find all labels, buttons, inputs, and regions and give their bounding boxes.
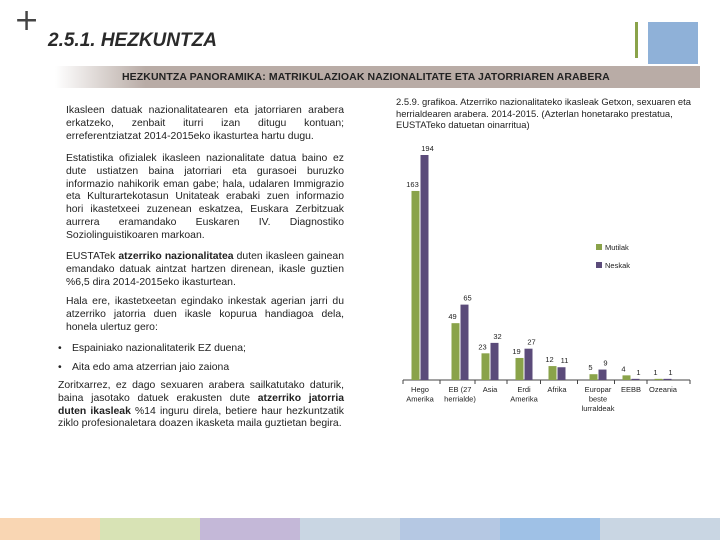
- strip-block: [0, 518, 100, 540]
- legend-label-neskak: Neskak: [605, 261, 631, 270]
- strip-block: [200, 518, 300, 540]
- bar-neskak-2: [491, 343, 499, 380]
- bar-neskak-6: [632, 379, 640, 380]
- category-label-0-0: Hego: [411, 385, 429, 394]
- bar-mutilak-2: [482, 353, 490, 380]
- chart-caption: 2.5.9. grafikoa. Atzerriko nazionalitateko ikasleak Getxon, sexuaren eta herrialdearen arabera. 2014-2015. (Azterlan honetarako prestatua, EUSTATeko datuetan oinarritua): [396, 96, 691, 130]
- paragraph-intro: Ikasleen datuak nazionalitatearen eta jatorriaren arabera erkatzeko, zenbait iturri izan ditugu kontuan; erreferentziatzat 2014-2015eko ikasturtea hartu dugu.: [66, 105, 344, 142]
- data-label-neskak-5: 9: [603, 358, 608, 368]
- bar-mutilak-7: [655, 379, 663, 380]
- bullet-text-2: Aita edo ama atzerrian jaio zaiona: [72, 362, 230, 373]
- bar-mutilak-6: [623, 375, 631, 380]
- bar-mutilak-3: [516, 358, 524, 380]
- bar-mutilak-4: [549, 366, 557, 380]
- legend-swatch-mutilak: [596, 244, 602, 250]
- data-label-mutilak-4: 12: [545, 355, 554, 365]
- bullet-dot: •: [58, 362, 62, 373]
- paragraph-conclusion-b: %14 inguru direla, betiere haur hezkuntzatik ziklo profesionaletara doazen ikasketa maila guztietan begira.: [58, 405, 344, 430]
- category-label-5-1: beste: [588, 394, 608, 404]
- data-label-neskak-0: 194: [421, 144, 434, 153]
- data-label-mutilak-6: 4: [621, 364, 626, 374]
- strip-block: [600, 518, 720, 540]
- bar-mutilak-0: [412, 191, 420, 380]
- bar-mutilak-1: [452, 323, 460, 380]
- strip-block: [300, 518, 400, 540]
- paragraph-conclusion-bold: atzerriko jatorria duten ikasleak: [58, 392, 344, 417]
- paragraph-eustat-a: EUSTATek: [66, 251, 119, 262]
- data-label-mutilak-2: 23: [478, 342, 487, 352]
- bullet-dot: •: [58, 343, 62, 354]
- paragraph-conclusion-a: Zoritxarrez, ez dago sexuaren arabera sailkatutako daturik, baina jasotako datuek erakusten dute: [58, 380, 344, 404]
- data-label-mutilak-1: 49: [448, 312, 457, 322]
- strip-block: [400, 518, 500, 540]
- category-label-0-1: Amerika: [406, 394, 434, 404]
- bottom-color-strip: [0, 518, 720, 540]
- bar-neskak-3: [525, 349, 533, 380]
- bar-neskak-0: [421, 155, 429, 380]
- category-label-4-0: Afrika: [547, 385, 567, 394]
- category-label-3-0: Erdi: [517, 385, 531, 394]
- category-label-3-1: Amerika: [510, 394, 538, 404]
- strip-block: [500, 518, 600, 540]
- category-label-5-0: Europar: [584, 385, 612, 394]
- category-label-2-0: Asia: [482, 385, 498, 394]
- plus-icon: +: [14, 3, 40, 38]
- paragraph-survey: Hala ere, ikastetxeetan egindako inkestak agerian jarri du atzerriko jatorria duen ikasle kopurua handiagoa dela, honela ulertuz gero:: [66, 296, 344, 333]
- paragraph-statistics: Estatistika ofizialek ikasleen nazionalitate datua baino ez dute ustiatzen baina jatorriari eta gurasoei buruzko informazio nahikorik eman gabe; hala, udalaren Immigrazio eta Kulturartekotasun Unitateak erabaki zuen informazio hori ikastetxeei zuzenean eskatzea, Euskara Zerbitzuak aurrera eramandako Euskaren IV. Diagnostiko Soziolinguistikoaren markoan.: [66, 153, 344, 241]
- data-label-neskak-7: 1: [668, 367, 673, 377]
- data-label-mutilak-0: 163: [406, 179, 419, 189]
- data-label-neskak-2: 32: [493, 331, 502, 341]
- legend-label-mutilak: Mutilak: [605, 243, 629, 252]
- category-label-1-1: herrialde): [444, 394, 476, 404]
- category-label-6-0: EEBB: [620, 385, 642, 394]
- data-label-neskak-6: 1: [636, 367, 641, 377]
- category-label-7-0: Ozeania: [649, 385, 677, 394]
- data-label-neskak-4: 11: [560, 356, 569, 366]
- bar-neskak-4: [558, 367, 566, 380]
- paragraph-eustat-b: duten ikasleen gainean emandako datuak aintzat hartzen direnean, ikasle guztien %6,5 dira 2014-2015eko ikasturtean.: [66, 251, 344, 288]
- section-banner-text: HEZKUNTZA PANORAMIKA: MATRIKULAZIOAK NAZIONALITATE ETA JATORRIAREN ARABERA: [122, 71, 610, 83]
- category-label-5-2: lurraldeak: [581, 404, 615, 413]
- bullet-text-1: Espainiako nazionalitaterik EZ duena;: [72, 343, 246, 354]
- legend-swatch-neskak: [596, 262, 602, 268]
- category-label-1-0: EB (27: [448, 385, 472, 394]
- strip-block: [100, 518, 200, 540]
- bar-neskak-5: [599, 370, 607, 380]
- data-label-neskak-3: 27: [527, 337, 536, 347]
- paragraph-eustat-bold: atzerriko nazionalitatea: [118, 251, 234, 262]
- bar-neskak-7: [664, 379, 672, 380]
- page-title: 2.5.1. HEZKUNTZA: [48, 30, 217, 51]
- data-label-mutilak-7: 1: [653, 367, 658, 377]
- data-label-neskak-1: 65: [463, 293, 472, 303]
- bar-neskak-1: [461, 305, 469, 380]
- bar-mutilak-5: [590, 374, 598, 380]
- data-label-mutilak-3: 19: [512, 346, 521, 356]
- data-label-mutilak-5: 5: [588, 363, 593, 373]
